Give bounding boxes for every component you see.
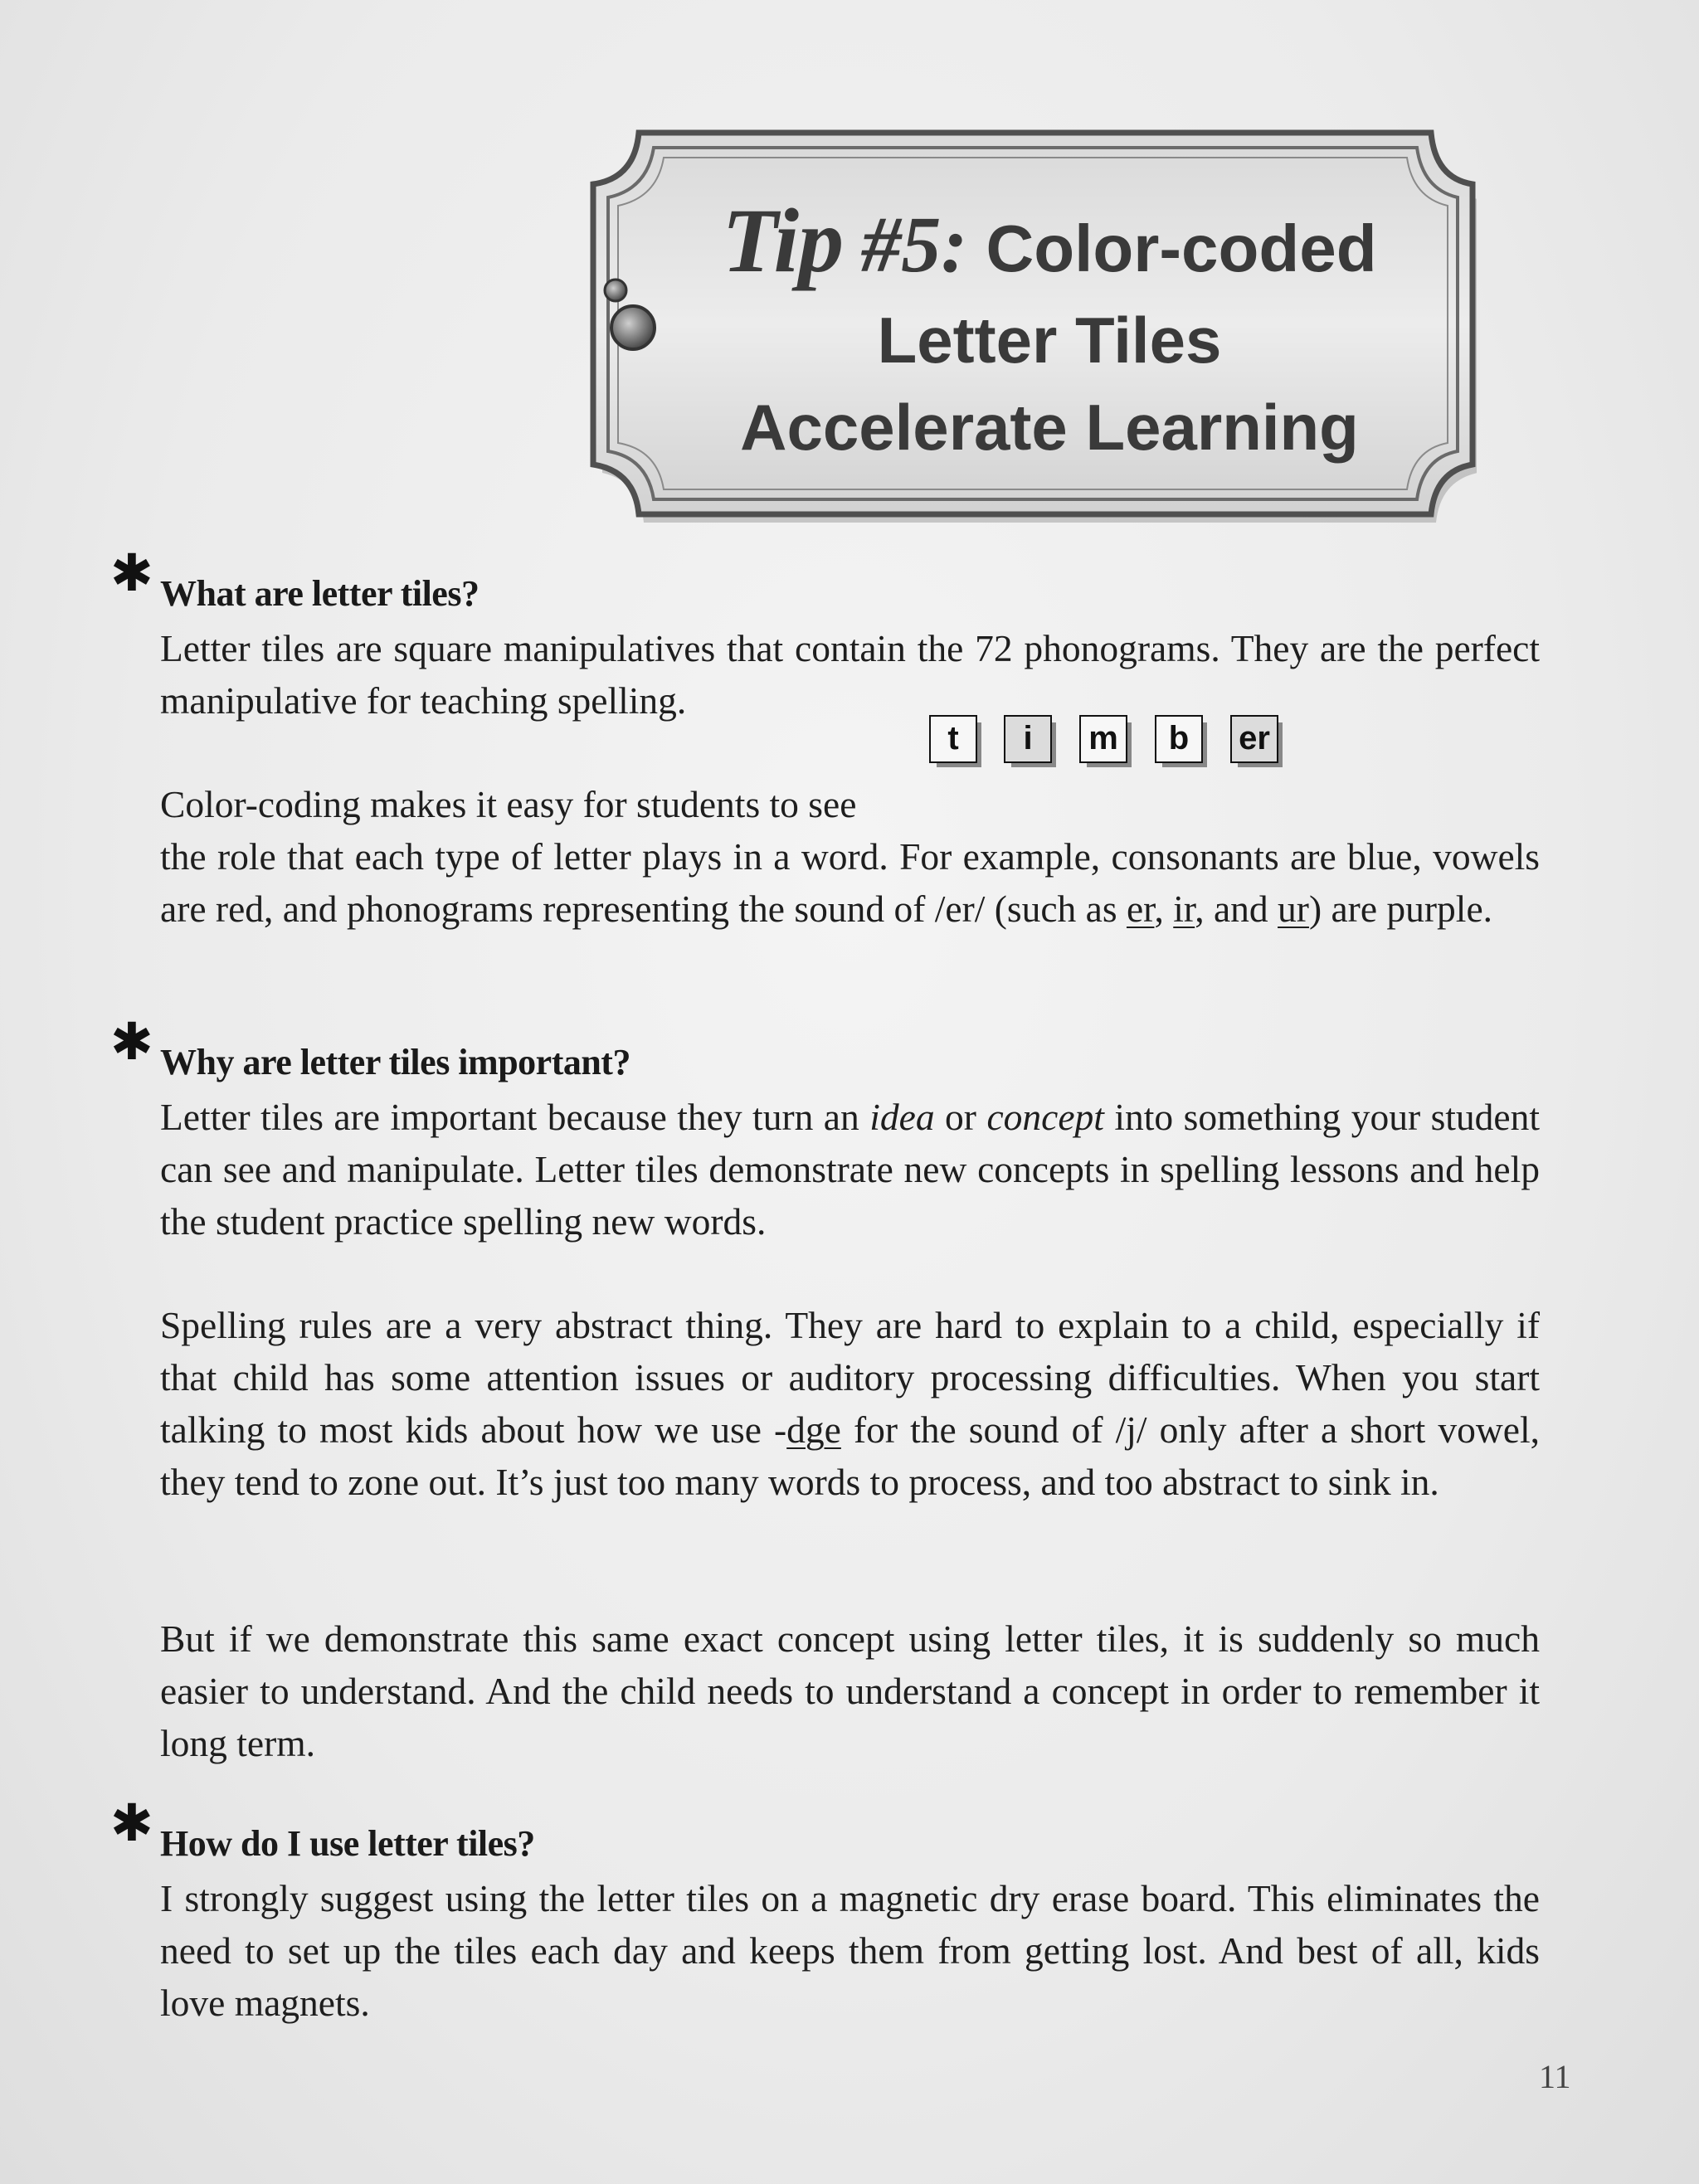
what-paragraph-2: [160, 830, 1540, 935]
section-heading-what: What are letter tiles?: [160, 573, 480, 614]
italic-concept: concept: [986, 1096, 1104, 1138]
phonogram-er: er: [1126, 888, 1155, 930]
letter-tile: i: [1004, 715, 1052, 763]
title-line-3: Accelerate Learning: [740, 391, 1359, 464]
tip-number: #5:: [861, 200, 968, 289]
italic-idea: idea: [869, 1096, 935, 1138]
letter-tile: er: [1230, 715, 1278, 763]
why-paragraph-3: But if we demonstrate this same exact concept using letter tiles, it is suddenly so much easier to understand. And the child needs to understand a concept in order to remember it long term.: [160, 1617, 1540, 1764]
para-text: the role that each type of letter plays in a word. For example, consonants are blue, vowels are red, and phonograms representing the sound of /er/ (such as: [160, 835, 1540, 930]
letter-tile: b: [1155, 715, 1203, 763]
bullet-star-icon: ✱: [110, 1792, 153, 1853]
para-text: into something your student can see and manipulate. Letter tiles demonstrate new concepts in spelling lessons and help the student practice spelling new words.: [160, 1096, 1541, 1243]
phonogram-ur: ur: [1278, 888, 1309, 930]
title-color-coded: Color-coded: [986, 212, 1377, 285]
tip-word: Tip: [722, 190, 844, 291]
why-paragraph-2: [160, 1299, 1540, 1508]
why-paragraph-1: [160, 1091, 1540, 1248]
para-text: Spelling rules are a very abstract thing. They are hard to explain to a child, especially if that child has some attention issues or auditory processing difficulties. When you start talking to most kids about how we use -: [160, 1304, 1540, 1451]
para-text: ) are purple.: [1308, 888, 1493, 930]
what-paragraph-1: Letter tiles are square manipulatives that contain the 72 phonograms. They are the perfect manipulative for teaching spelling.: [160, 627, 1540, 722]
para-text: for the sound of /j/ only after a short vowel, they tend to zone out. It’s just too many words to process, and too abstract to sink in.: [160, 1408, 1540, 1503]
section-heading-how: How do I use letter tiles?: [160, 1823, 535, 1864]
bullet-star-icon: ✱: [110, 542, 153, 603]
letter-tile: m: [1079, 715, 1127, 763]
title-line-1: [655, 191, 1443, 299]
letter-tile: t: [929, 715, 977, 763]
para-text: ,: [1154, 888, 1174, 930]
how-paragraph-1: I strongly suggest using the letter tiles on a magnetic dry erase board. This eliminates the need to set up the tiles each day and keeps them from getting lost. And best of all, kids love magnets.: [160, 1877, 1540, 2024]
para-text: or: [934, 1096, 987, 1138]
page-number: 11: [1539, 2058, 1571, 2095]
title-line-2: Letter Tiles: [877, 304, 1222, 377]
phonogram-dge: dge: [786, 1408, 841, 1451]
phonogram-ir: ir: [1173, 888, 1195, 930]
para-text: , and: [1195, 888, 1278, 930]
what-paragraph-2-intro: Color-coding makes it easy for students to see: [160, 783, 857, 825]
section-heading-why: Why are letter tiles important?: [160, 1042, 630, 1082]
title-plaque: [581, 124, 1477, 539]
para-text: Letter tiles are important because they turn an: [160, 1096, 870, 1138]
bullet-star-icon: ✱: [110, 1011, 153, 1072]
